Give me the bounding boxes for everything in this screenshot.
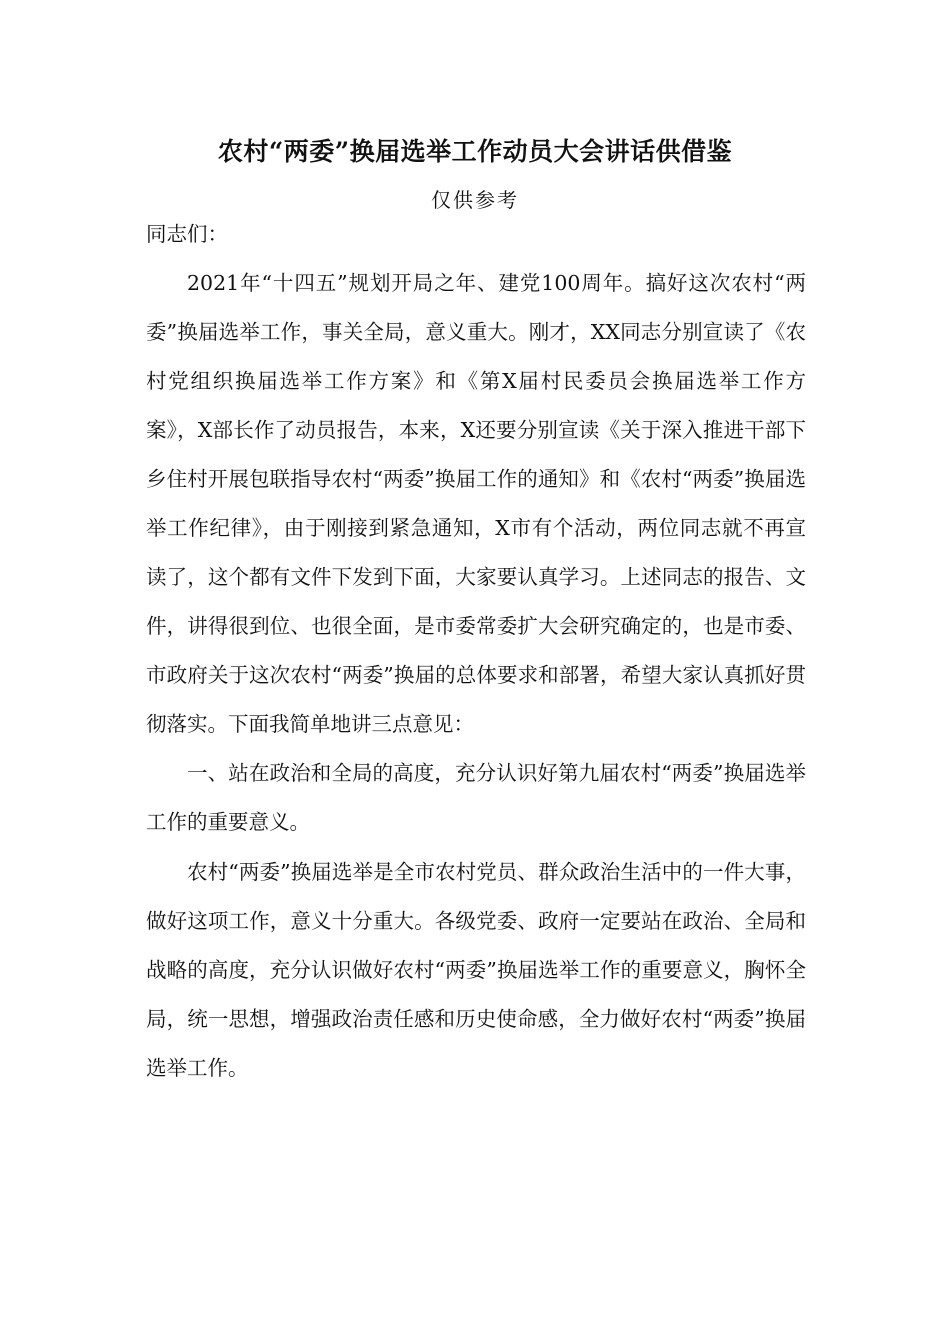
document-subtitle: 仅供参考 (431, 188, 519, 212)
paragraph-1: 2021年“十四五”规划开局之年、建党100周年。搞好这次农村“两委”换届选举工作，事关全局，意义重大。刚才，XX同志分别宣读了《农村党组织换届选举工作方案》和《第X届村民委员会换届选举工作方案》，X部长作了动员报告，本来，X还要分别宣读《关于深入推进干部下乡住村开展包联指导农村“两委”换届工作的通知》和《农村“两委”换届选举工作纪律》，由于刚接到紧急通知，X市有个活动，两位同志就不再宣读了，这个都有文件下发到下面，大家要认真学习。上述同志的报告、文件，讲得很到位、也很全面，是市委常委扩大会研究确定的，也是市委、市政府关于这次农村“两委”换届的总体要求和部署，希望大家认真抓好贯彻落实。下面我简单地讲三点意见： (146, 271, 806, 736)
section-heading-1: 一、站在政治和全局的高度，充分认识好第九届农村“两委”换届选举工作的重要意义。 (146, 761, 806, 834)
document-title: 农村“两委”换届选举工作动员大会讲话供借鉴 (217, 137, 733, 166)
greeting: 同志们： (146, 222, 228, 246)
document-body (146, 210, 806, 1093)
paragraph-2: 农村“两委”换届选举是全市农村党员、群众政治生活中的一件大事，做好这项工作，意义十分重大。各级党委、政府一定要站在政治、全局和战略的高度，充分认识做好农村“两委”换届选举工作的重要意义，胸怀全局，统一思想，增强政治责任感和历史使命感，全力做好农村“两委”换届选举工作。 (146, 860, 806, 1080)
